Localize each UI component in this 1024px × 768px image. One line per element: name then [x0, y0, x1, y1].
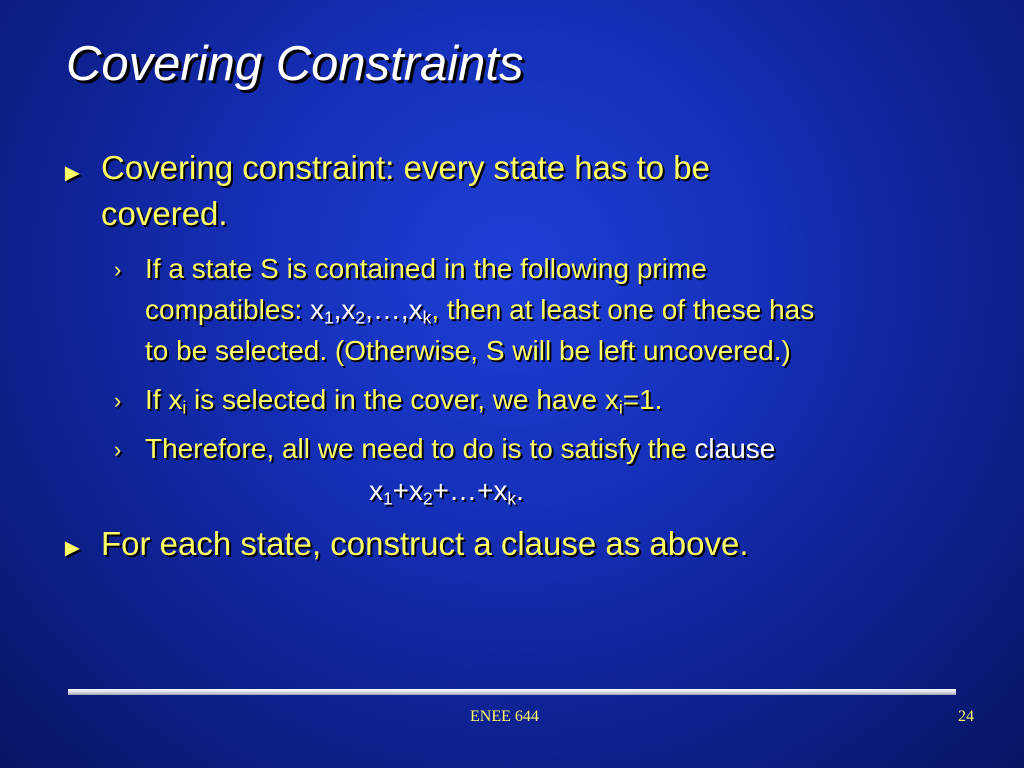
sub-bullet-icon: › [114, 388, 122, 413]
sub-bullet-a-line-2 [145, 289, 814, 330]
bullet-icon: ► [60, 159, 85, 187]
footer-page-number: 24 [958, 708, 974, 725]
bullet-1-line-2: covered. [101, 195, 228, 232]
footer-course: ENEE 644 [470, 708, 539, 725]
clause-word: clause [694, 433, 776, 464]
footer-divider [68, 689, 956, 695]
sub-bullet-a-line-3: to be selected. (Otherwise, S will be left uncovered.) [145, 335, 791, 366]
slide-title: Covering Constraints [66, 37, 524, 91]
bullet-1-line-1: Covering constraint: every state has to be [101, 149, 710, 186]
clause-expression: $x_1+x_2+\dots+x_k$. [369, 475, 524, 509]
sub-bullet-icon: › [114, 437, 122, 462]
math-x-list: $x_1,x_2,\dots,x_k$ [309, 294, 432, 328]
sub-bullet-c-line-1: Therefore, all we need to do is to satisfy the clause [145, 433, 776, 464]
sub-bullet-a-line-1: If a state S is contained in the following prime [145, 253, 707, 284]
sub-bullet-b: If $x_i$ is selected in the cover, we have $x_i=1$. [145, 384, 663, 418]
sub-bullet-icon: › [114, 257, 122, 282]
bullet-2-text: For each state, construct a clause as above. [101, 525, 749, 562]
compatibles-label: compatibles: [145, 294, 303, 325]
bullet-icon: ► [60, 534, 85, 562]
sub-bullet-a-line-2-tail: , then at least one of these has [431, 294, 815, 325]
